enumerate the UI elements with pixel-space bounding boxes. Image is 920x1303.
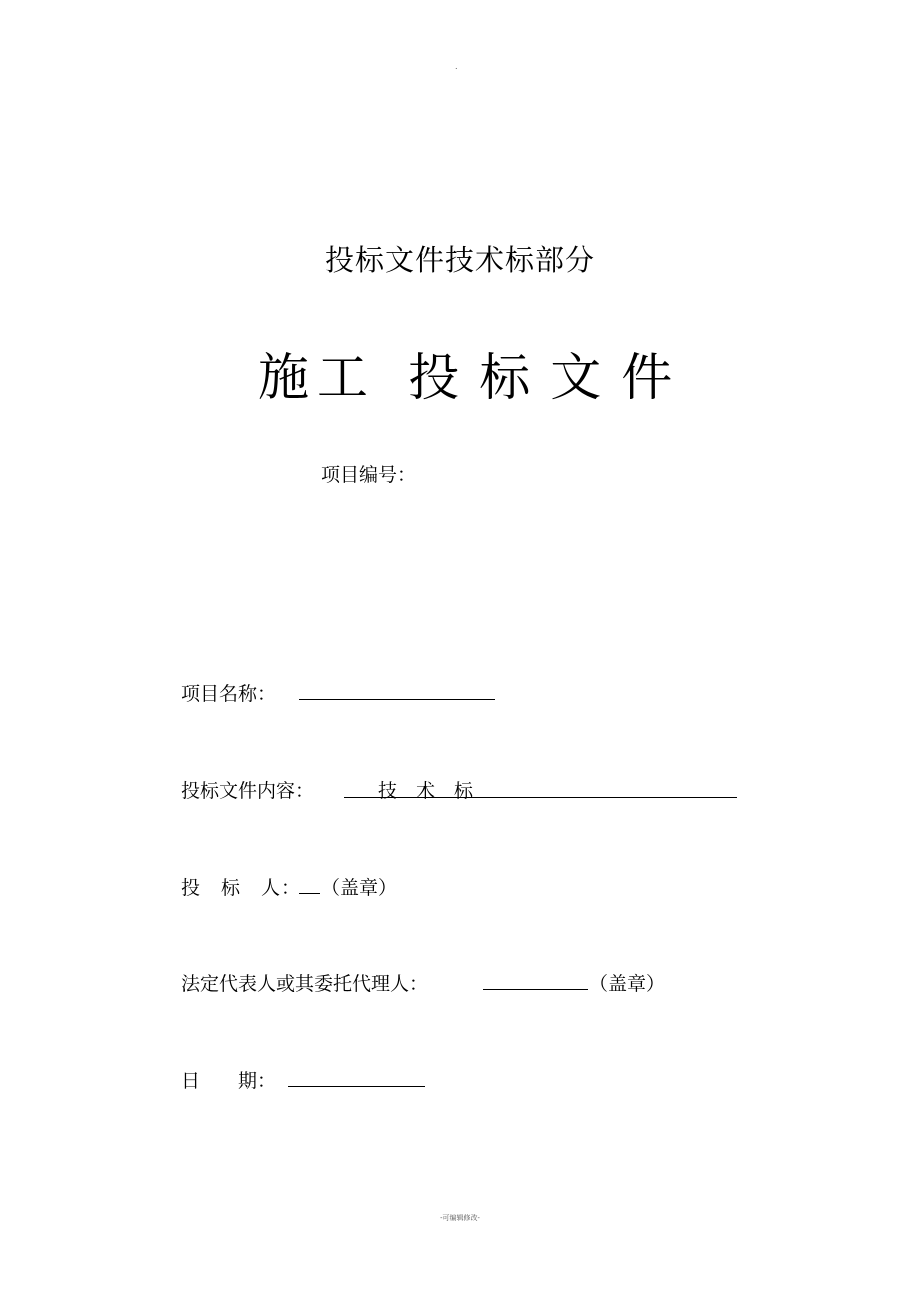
header-mark: . <box>455 62 458 71</box>
bidder-seal-note: （盖章） <box>321 877 398 899</box>
project-name-label: 项目名称： <box>181 683 277 705</box>
title-part-construction: 施工 <box>258 349 377 408</box>
project-number-label: 项目编号： <box>321 464 417 486</box>
title-part-bid-document: 投标文件 <box>408 349 693 408</box>
bidder-line <box>299 893 320 894</box>
bidder-label: 投 标 人： <box>181 877 302 899</box>
date-label: 日 期： <box>181 1070 277 1092</box>
legal-rep-seal-note: （盖章） <box>589 973 666 995</box>
legal-rep-line <box>483 989 588 990</box>
document-subtitle: 投标文件技术标部分 <box>324 243 595 277</box>
bid-content-value: 技 术 标 <box>378 780 474 802</box>
bid-content-label: 投标文件内容： <box>181 780 315 802</box>
document-title <box>258 336 692 410</box>
legal-rep-label: 法定代表人或其委托代理人： <box>181 973 429 995</box>
date-line <box>288 1086 425 1087</box>
project-name-line <box>299 699 495 700</box>
page-footer: -可编辑修改- <box>440 1214 480 1222</box>
